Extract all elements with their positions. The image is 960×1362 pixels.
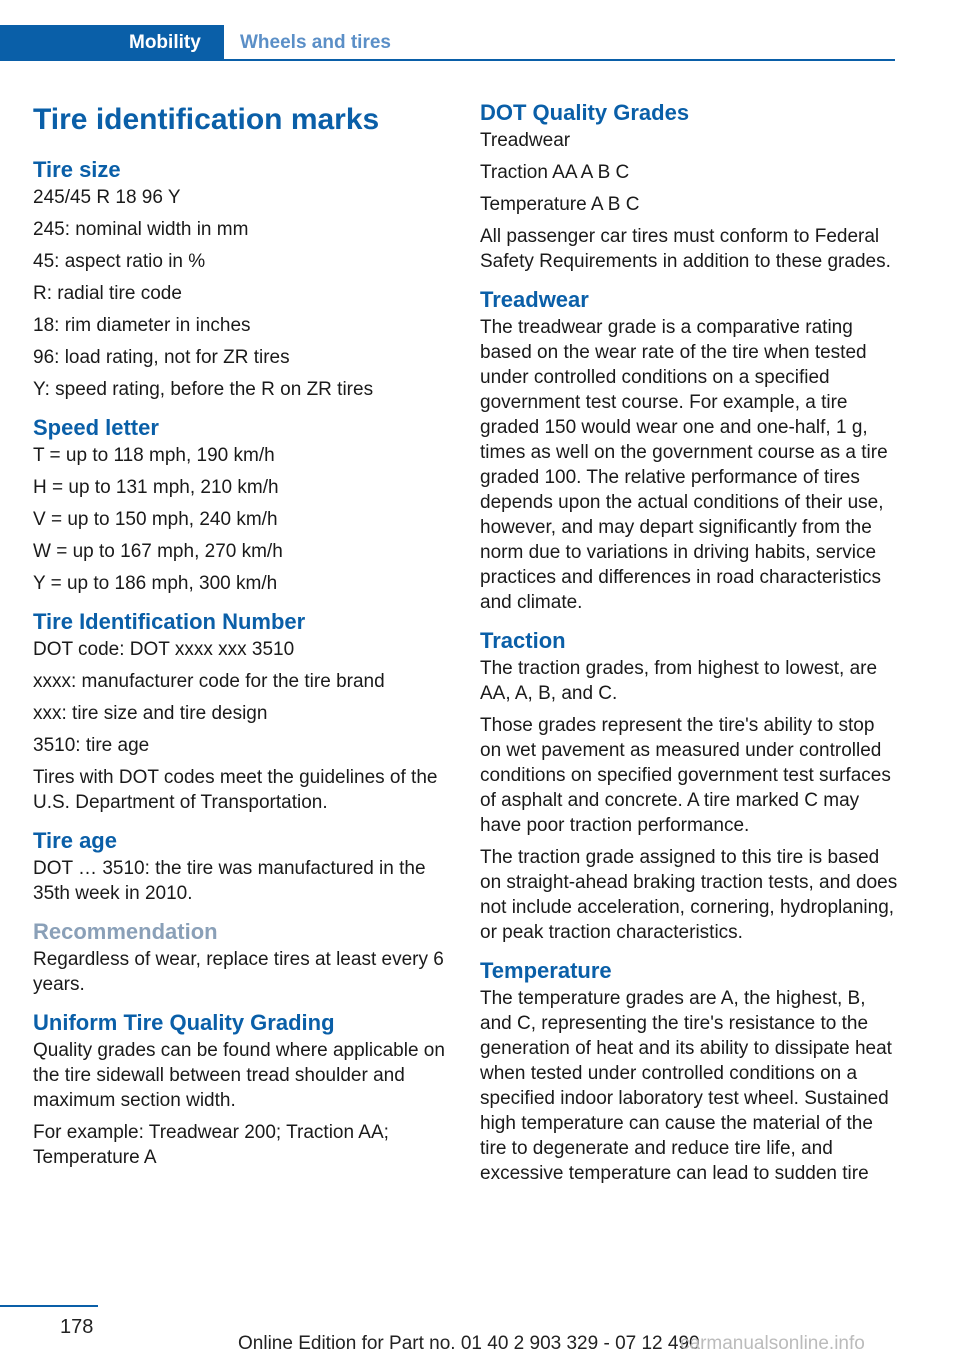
edition-text: Online Edition for Part no. 01 40 2 903 329 - 07 12 490: [238, 1333, 700, 1354]
treadwear-heading: Treadwear: [480, 287, 589, 312]
section-tab: [0, 25, 224, 61]
page-header: [0, 25, 895, 61]
page-title: Tire identification marks: [33, 103, 380, 136]
tire-size-line: Y: speed rating, before the R on ZR tires: [33, 379, 374, 400]
dot-heading: DOT Quality Grades: [480, 100, 690, 125]
right-column: [480, 98, 898, 1197]
speed-letter-line: T = up to 118 mph, 190 km/h: [33, 445, 275, 466]
tire-size-line: R: radial tire code: [33, 283, 182, 304]
traction-heading: Traction: [480, 628, 566, 653]
treadwear-paragraph: The treadwear grade is a comparative rating based on the wear rate of the tire when tested under controlled conditions on a specified government test course. For example, a tire graded 150 would wear one and one-half, 1 g, times as well on the government course as a tire graded 100. The relative performance of tires depends upon the actual conditions of their use, however, and may depart significantly from the norm due to variations in driving habits, service practices and differences in road characteristics and climate.: [480, 317, 888, 613]
speed-letter-line: V = up to 150 mph, 240 km/h: [33, 509, 278, 530]
utqg-example: For example: Treadwear 200; Traction AA; Temperature A: [33, 1122, 389, 1168]
tin-line: xxxx: manufacturer code for the tire brand: [33, 671, 385, 692]
dot-line: Temperature A B C: [480, 194, 640, 215]
left-column: [33, 98, 451, 1181]
recommendation-heading: Recommendation: [33, 919, 218, 944]
treadwear-section: [480, 285, 898, 615]
tire-size-line: 18: rim diameter in inches: [33, 315, 251, 336]
tire-size-line: 45: aspect ratio in %: [33, 251, 206, 272]
utqg-section: [33, 1008, 451, 1170]
tin-line: xxx: tire size and tire design: [33, 703, 268, 724]
dot-paragraph: All passenger car tires must conform to Federal Safety Requirements in addition to these grades.: [480, 226, 891, 272]
tire-age-paragraph: DOT … 3510: the tire was manufactured in the 35th week in 2010.: [33, 858, 426, 904]
page-number: 178: [60, 1316, 94, 1338]
traction-paragraph: Those grades represent the tire's ability to stop on wet pavement as measured under controlled conditions on specified government test surfaces of asphalt and concrete. A tire marked C may have poor traction performance.: [480, 715, 891, 836]
recommendation-paragraph: Regardless of wear, replace tires at least every 6 years.: [33, 949, 444, 995]
watermark: carmanualsonline.info: [680, 1333, 865, 1354]
dot-section: [480, 98, 898, 274]
traction-paragraph: The traction grades, from highest to lowest, are AA, A, B, and C.: [480, 658, 878, 704]
tin-line: 3510: tire age: [33, 735, 150, 756]
footer-divider: [0, 1305, 98, 1307]
temperature-paragraph: The temperature grades are A, the highest, B, and C, representing the tire's resistance to the generation of heat and its ability to dissipate heat when tested under controlled conditions on a specified indoor laboratory test wheel. Sustained high temperature can cause the material of the tire to degenerate and reduce tire life, and excessive temperature can lead to sudden tire: [480, 988, 892, 1184]
dot-line: Treadwear: [480, 130, 571, 151]
temperature-section: [480, 956, 898, 1186]
header-divider: [224, 59, 895, 61]
dot-line: Traction AA A B C: [480, 162, 630, 183]
tin-line: DOT code: DOT xxxx xxx 3510: [33, 639, 295, 660]
tire-size-line: 96: load rating, not for ZR tires: [33, 347, 290, 368]
tire-size-heading: Tire size: [33, 157, 121, 182]
utqg-paragraph: Quality grades can be found where applicable on the tire sidewall between tread shoulder and maximum section width.: [33, 1040, 445, 1111]
tin-heading: Tire Identification Number: [33, 609, 306, 634]
speed-letter-line: Y = up to 186 mph, 300 km/h: [33, 573, 278, 594]
tire-age-heading: Tire age: [33, 828, 117, 853]
tin-paragraph: Tires with DOT codes meet the guidelines of the U.S. Department of Transportation.: [33, 767, 438, 813]
tire-size-line: 245/45 R 18 96 Y: [33, 187, 181, 208]
traction-section: [480, 626, 898, 945]
recommendation-section: [33, 917, 451, 997]
speed-letter-line: W = up to 167 mph, 270 km/h: [33, 541, 283, 562]
section-label: Mobility: [129, 32, 201, 53]
tire-size-section: [33, 155, 451, 402]
tire-size-line: 245: nominal width in mm: [33, 219, 249, 240]
speed-letter-heading: Speed letter: [33, 415, 159, 440]
temperature-heading: Temperature: [480, 958, 612, 983]
tin-section: [33, 607, 451, 815]
subsection-label: Wheels and tires: [240, 32, 391, 53]
tire-age-section: [33, 826, 451, 906]
traction-paragraph: The traction grade assigned to this tire is based on straight-ahead braking traction tests, and does not include acceleration, cornering, hydroplaning, or peak traction characteristics.: [480, 847, 898, 943]
utqg-heading: Uniform Tire Quality Grading: [33, 1010, 335, 1035]
speed-letter-section: [33, 413, 451, 596]
speed-letter-line: H = up to 131 mph, 210 km/h: [33, 477, 279, 498]
